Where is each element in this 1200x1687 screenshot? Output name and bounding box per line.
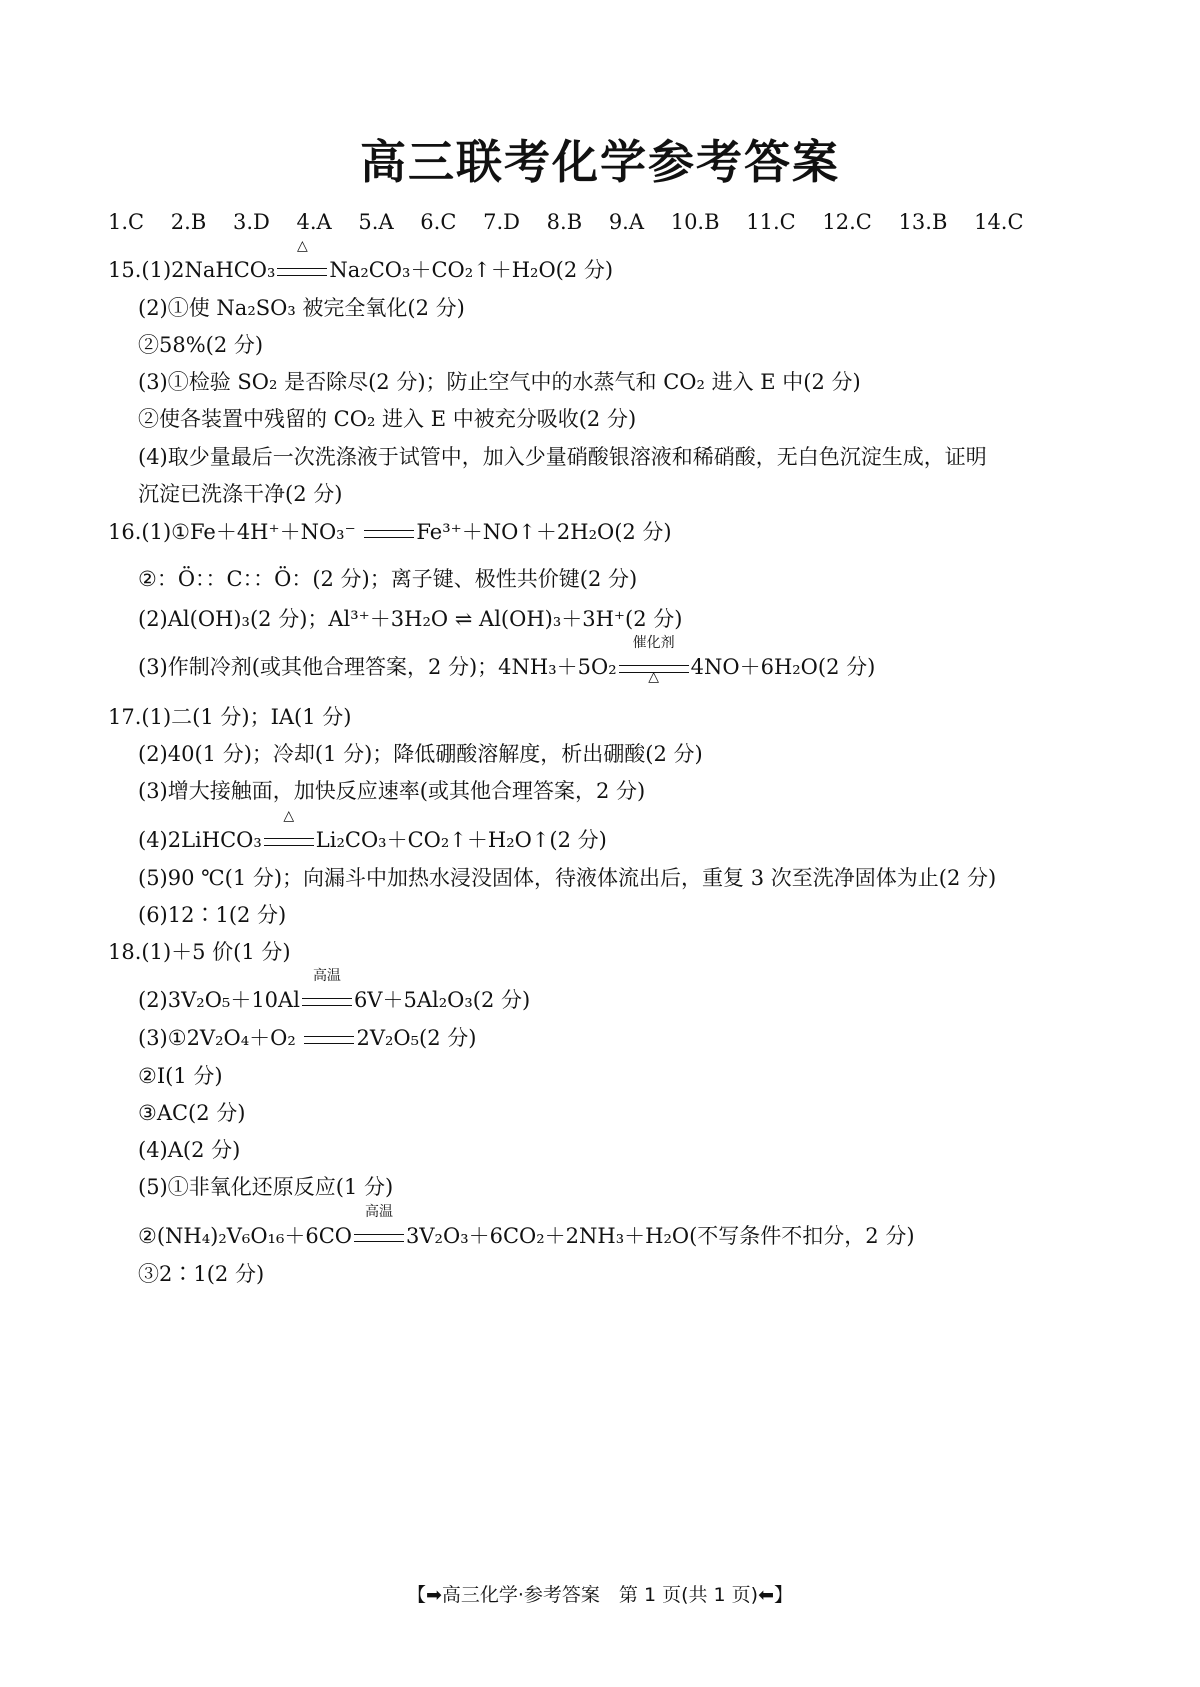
answer-line: (3)①检验 SO₂ 是否除尽(2 分)；防止空气中的水蒸气和 CO₂ 进入 E 中(2 分) [138,370,861,394]
answer-line: (4)A(2 分) [138,1138,241,1162]
equation-right: Fe³⁺＋NO↑＋2H₂O(2 分) [416,520,672,544]
equation-right: Li₂CO₃＋CO₂↑＋H₂O↑(2 分) [315,828,607,852]
answer-line: (2)①使 Na₂SO₃ 被完全氧化(2 分) [138,296,465,320]
equation-right: 6V＋5Al₂O₃(2 分) [353,988,531,1012]
mcq-item: 7.D [483,210,520,234]
answer-line: 17.(1)二(1 分)；ⅠA(1 分) [108,705,352,729]
mcq-item: 8.B [546,210,583,234]
equation-left: ②(NH₄)₂V₆O₁₆＋6CO [138,1224,353,1248]
reaction-condition [275,238,329,284]
answer-line: (2)Al(OH)₃(2 分)；Al³⁺＋3H₂O ⇌ Al(OH)₃＋3H⁺(2 分) [138,607,683,631]
page-footer: 【➡高三化学·参考答案 第 1 页(共 1 页)⬅】 [406,1584,794,1606]
answer-line: (6)12∶1(2 分) [138,903,287,927]
equation-right: 3V₂O₃＋6CO₂＋2NH₃＋H₂O(不写条件不扣分，2 分) [406,1224,915,1248]
mcq-item: 11.C [746,210,796,234]
condition-top: 高温 [365,1204,394,1220]
answer-line: ②：Ö：：C：：Ö：(2 分)；离子键、极性共价键(2 分) [138,567,638,591]
mcq-item: 5.A [358,210,394,234]
reaction-equals [302,1024,356,1052]
answer-line-15-1 [108,238,614,284]
condition-top: △ [297,238,308,254]
mcq-item: 1.C [108,210,145,234]
answer-line-16-1 [108,518,672,546]
mcq-item: 10.B [670,210,720,234]
answer-line: ②Ⅰ(1 分) [138,1064,223,1088]
reaction-condition [617,635,691,685]
answer-line-16-3 [138,635,876,685]
equation-left: (4)2LiHCO₃ [138,828,262,852]
equation-right: Na₂CO₃＋CO₂↑＋H₂O(2 分) [329,258,614,282]
mcq-item: 6.C [420,210,457,234]
page-title: 高三联考化学参考答案 [360,135,840,189]
condition-top: 高温 [312,968,341,984]
answer-line-18-3 [138,1024,476,1052]
answer-line: (5)90 ℃(1 分)；向漏斗中加热水浸没固体，待液体流出后，重复 3 次至洗净固体为止(2 分) [138,866,997,890]
condition-top: △ [283,808,295,824]
reaction-condition [262,808,316,854]
answer-line: 18.(1)＋5 价(1 分) [108,940,291,964]
answer-line-18-2 [138,968,531,1014]
mcq-item: 3.D [232,210,270,234]
answer-line: (5)①非氧化还原反应(1 分) [138,1175,394,1199]
equation-left: 16.(1)①Fe＋4H⁺＋NO₃⁻ [108,520,363,544]
mcq-item: 14.C [974,210,1024,234]
equation-left: (3)①2V₂O₄＋O₂ [138,1026,303,1050]
answer-line: (2)40(1 分)；冷却(1 分)；降低硼酸溶解度，析出硼酸(2 分) [138,742,703,766]
mcq-item: 2.B [170,210,207,234]
answer-line: ②58%(2 分) [138,333,264,357]
condition-bottom: △ [648,669,660,685]
equation-right: 2V₂O₅(2 分) [356,1026,477,1050]
answer-line-17-4 [138,808,607,854]
equation-left: 15.(1)2NaHCO₃ [108,258,276,282]
mcq-answers [108,208,1044,236]
answer-line: ③2∶1(2 分) [138,1262,265,1286]
answer-line: ③AC(2 分) [138,1101,246,1125]
mcq-item: 9.A [608,210,645,234]
condition-top: 催化剂 [632,635,675,651]
answer-line: (4)取少量最后一次洗涤液于试管中，加入少量硝酸银溶液和稀硝酸，无白色沉淀生成，证明 [138,445,987,469]
answer-line: (3)增大接触面，加快反应速率(或其他合理答案，2 分) [138,779,646,803]
equation-left: (3)作制冷剂(或其他合理答案，2 分)；4NH₃＋5O₂ [138,655,617,679]
reaction-equals [362,518,416,546]
answer-line-18-5-2 [138,1204,915,1250]
reaction-condition [300,968,354,1014]
equation-right: 4NO＋6H₂O(2 分) [690,655,876,679]
equation-left: (2)3V₂O₅＋10Al [138,988,300,1012]
mcq-item: 4.A [296,210,332,234]
answer-line: 沉淀已洗涤干净(2 分) [138,482,343,506]
reaction-condition [352,1204,406,1250]
answer-line: ②使各装置中残留的 CO₂ 进入 E 中被充分吸收(2 分) [138,407,637,431]
mcq-item: 12.C [822,210,872,234]
mcq-item: 13.B [898,210,948,234]
